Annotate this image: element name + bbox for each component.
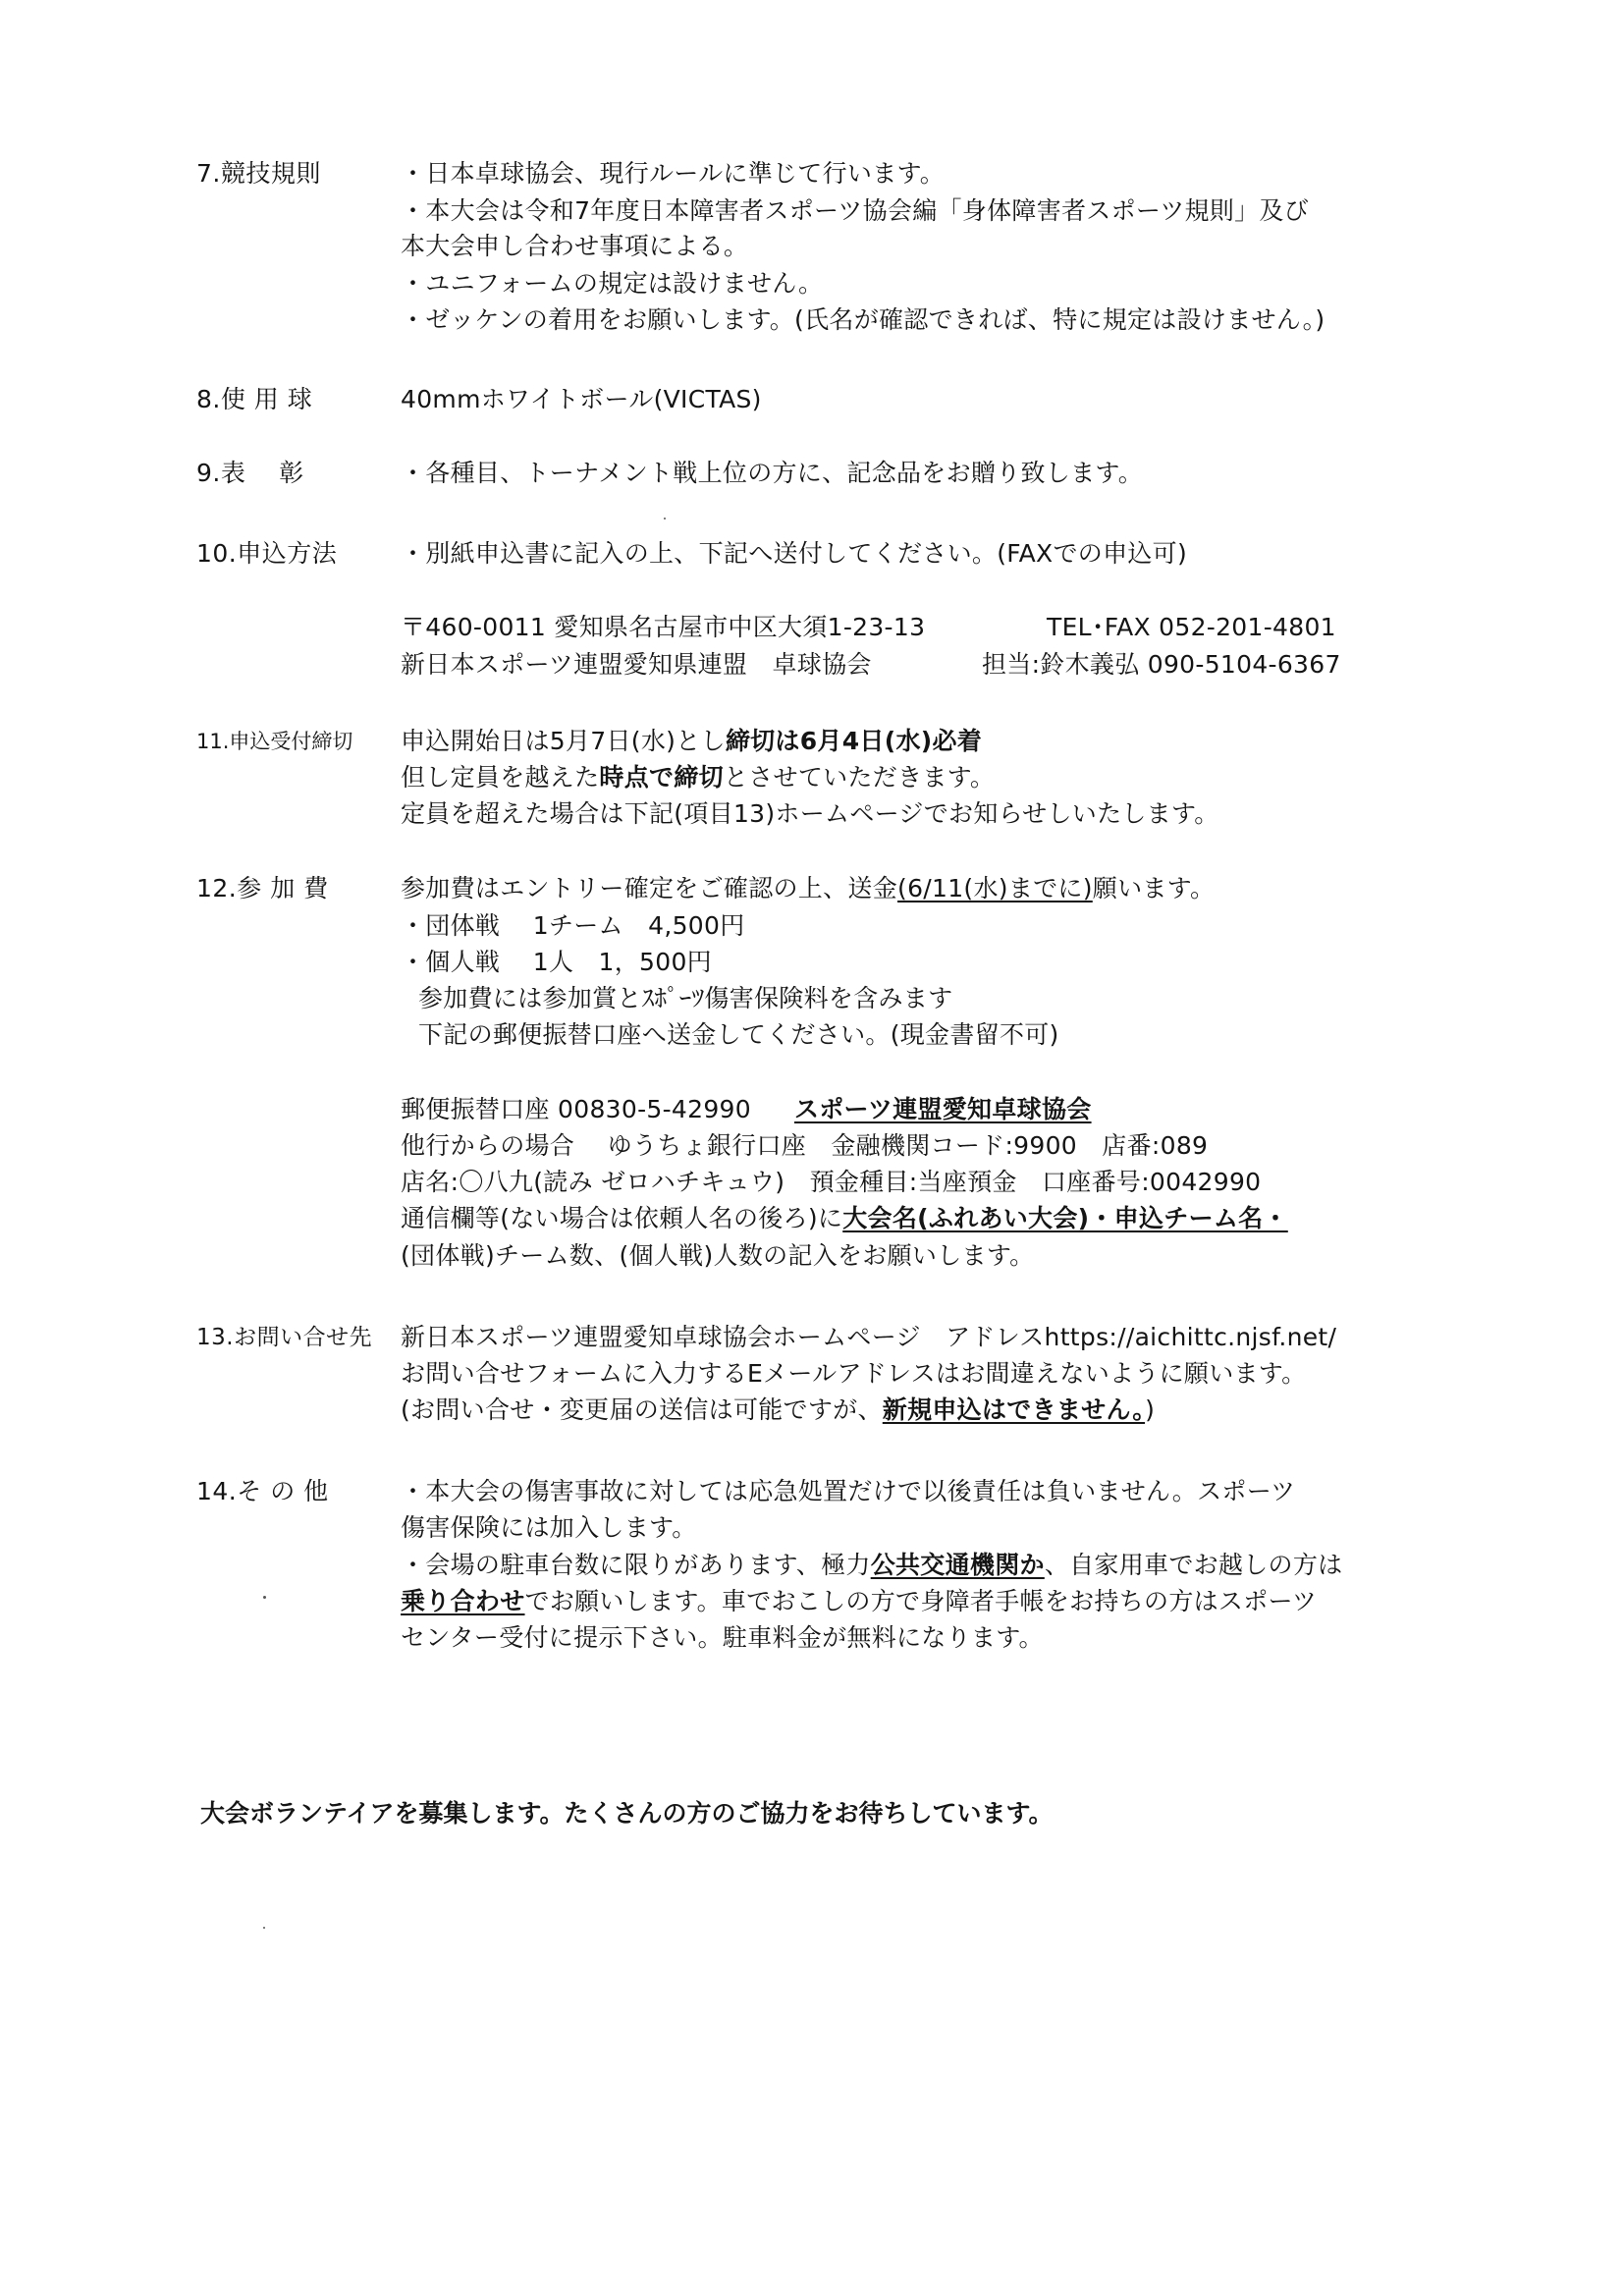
other-line-1: ・本大会の傷害事故に対しては応急処置だけで以後責任は負いません。スポーツ: [401, 1477, 1296, 1505]
fee-team: ・団体戦 1チーム 4,500円: [401, 911, 745, 940]
inquiry-line-1: 新日本スポーツ連盟愛知卓球協会ホームページ アドレスhttps://aichittc.njsf.net/: [401, 1323, 1337, 1351]
section-other-label: 14.そ の 他: [196, 1477, 329, 1505]
fee-memo-a: 通信欄等(ない場合は依頼人名の後ろ)に: [401, 1204, 843, 1232]
other-l3-a: ・会場の駐車台数に限りがあります、極力: [401, 1551, 871, 1579]
deadline-l2-b: 時点で締切: [599, 763, 724, 792]
rules-line-3: 本大会申し合わせ事項による。: [401, 232, 749, 260]
section-ball-label: 8.使 用 球: [196, 385, 313, 413]
fee-postal: [401, 1093, 1092, 1126]
fee-postal-account: 郵便振替口座 00830-5-42990: [401, 1095, 751, 1123]
volunteer-notice: 大会ボランテイアを募集します。たくさんの方のご協力をお待ちしています。: [200, 1799, 1054, 1828]
fee-branch: 店名:〇八九(読み ゼロハチキュウ) 預金種目:当座預金 口座番号:0042990: [401, 1168, 1262, 1196]
fee-postal-name: スポーツ連盟愛知卓球協会: [793, 1095, 1092, 1123]
other-l4-a: 乗り合わせ: [401, 1587, 525, 1615]
inquiry-l3-b: 新規申込はできません。: [882, 1395, 1146, 1424]
fee-l1-c: 願います。: [1092, 874, 1216, 902]
fee-memo-b: 大会名(ふれあい大会)・申込チーム名・: [842, 1204, 1288, 1232]
award-text: ・各種目、トーナメント戦上位の方に、記念品をお贈り致します。: [401, 459, 1144, 487]
fee-individual: ・個人戦 1人 1，500円: [401, 948, 712, 976]
other-l4-b: でお願いします。車でおこしの方で身障者手帳をお持ちの方はスポーツ: [524, 1587, 1318, 1615]
scan-speck: [664, 518, 666, 519]
other-line-2: 傷害保険には加入します。: [401, 1513, 697, 1542]
application-line-1: ・別紙申込書に記入の上、下記へ送付してください。(FAXでの申込可): [401, 539, 1188, 568]
other-l3-b: 公共交通機関か: [870, 1551, 1045, 1579]
section-fee-label: 12.参 加 費: [196, 874, 329, 902]
inquiry-line-3: [401, 1394, 1155, 1427]
other-line-5: センター受付に提示下さい。駐車料金が無料になります。: [401, 1623, 1044, 1652]
fee-memo-1: [401, 1202, 1288, 1235]
ball-text: 40mmホワイトボール(VICTAS): [401, 385, 762, 413]
scan-speck: [263, 1596, 266, 1599]
rules-line-2: ・本大会は令和7年度日本障害者スポーツ協会編「身体障害者スポーツ規則」及び: [401, 196, 1310, 225]
scan-speck: [263, 1927, 265, 1929]
deadline-l2-c: とさせていただきます。: [723, 763, 996, 792]
fee-line-1: [401, 872, 1215, 905]
inquiry-l3-a: (お問い合せ・変更届の送信は可能ですが、: [401, 1395, 883, 1424]
fee-note-1: 参加費には参加賞とｽﾎﾟｰﾂ傷害保険料を含みます: [418, 984, 953, 1012]
fee-l1-a: 参加費はエントリー確定をご確認の上、送金: [401, 874, 898, 902]
fee-note-2: 下記の郵便振替口座へ送金してください。(現金書留不可): [418, 1020, 1059, 1049]
deadline-close-text: 締切は6月4日(水)必着: [725, 727, 983, 755]
other-line-3: [401, 1549, 1342, 1582]
deadline-line-2: [401, 761, 995, 794]
application-contact: 担当:鈴木義弘 090-5104-6367: [982, 650, 1341, 679]
other-line-4: [401, 1585, 1317, 1618]
inquiry-l3-c: ): [1145, 1395, 1156, 1424]
fee-l1-date: (6/11(水)までに): [897, 874, 1093, 902]
deadline-start-text: 申込開始日は5月7日(水)とし: [401, 727, 726, 755]
deadline-line-1: [401, 725, 982, 758]
deadline-l2-a: 但し定員を越えた: [401, 763, 600, 792]
rules-line-5: ・ゼッケンの着用をお願いします。(氏名が確認できれば、特に規定は設けません。): [401, 305, 1325, 334]
section-inquiry-label: 13.お問い合せ先: [196, 1325, 373, 1350]
rules-line-1: ・日本卓球協会、現行ルールに準じて行います。: [401, 159, 946, 188]
inquiry-line-2: お問い合せフォームに入力するEメールアドレスはお間違えないように願います。: [401, 1359, 1307, 1388]
application-org: 新日本スポーツ連盟愛知県連盟 卓球協会: [401, 650, 872, 679]
section-application-label: 10.申込方法: [196, 539, 338, 568]
application-address: 〒460-0011 愛知県名古屋市中区大須1-23-13: [401, 613, 926, 641]
deadline-line-3: 定員を超えた場合は下記(項目13)ホームページでお知らせしいたします。: [401, 799, 1219, 828]
section-rules-label: 7.競技規則: [196, 159, 321, 188]
other-l3-c: 、自家用車でお越しの方は: [1044, 1551, 1343, 1579]
section-award-label: 9.表 彰: [196, 459, 304, 487]
fee-bank: 他行からの場合 ゆうちょ銀行口座 金融機関コード:9900 店番:089: [401, 1131, 1209, 1160]
section-deadline-label: 11.申込受付締切: [196, 730, 353, 753]
rules-line-4: ・ユニフォームの規定は設けません。: [401, 269, 824, 298]
application-telfax: TEL･FAX 052-201-4801: [1047, 613, 1336, 641]
fee-memo-2: (団体戦)チーム数、(個人戦)人数の記入をお願いします。: [401, 1241, 1035, 1270]
